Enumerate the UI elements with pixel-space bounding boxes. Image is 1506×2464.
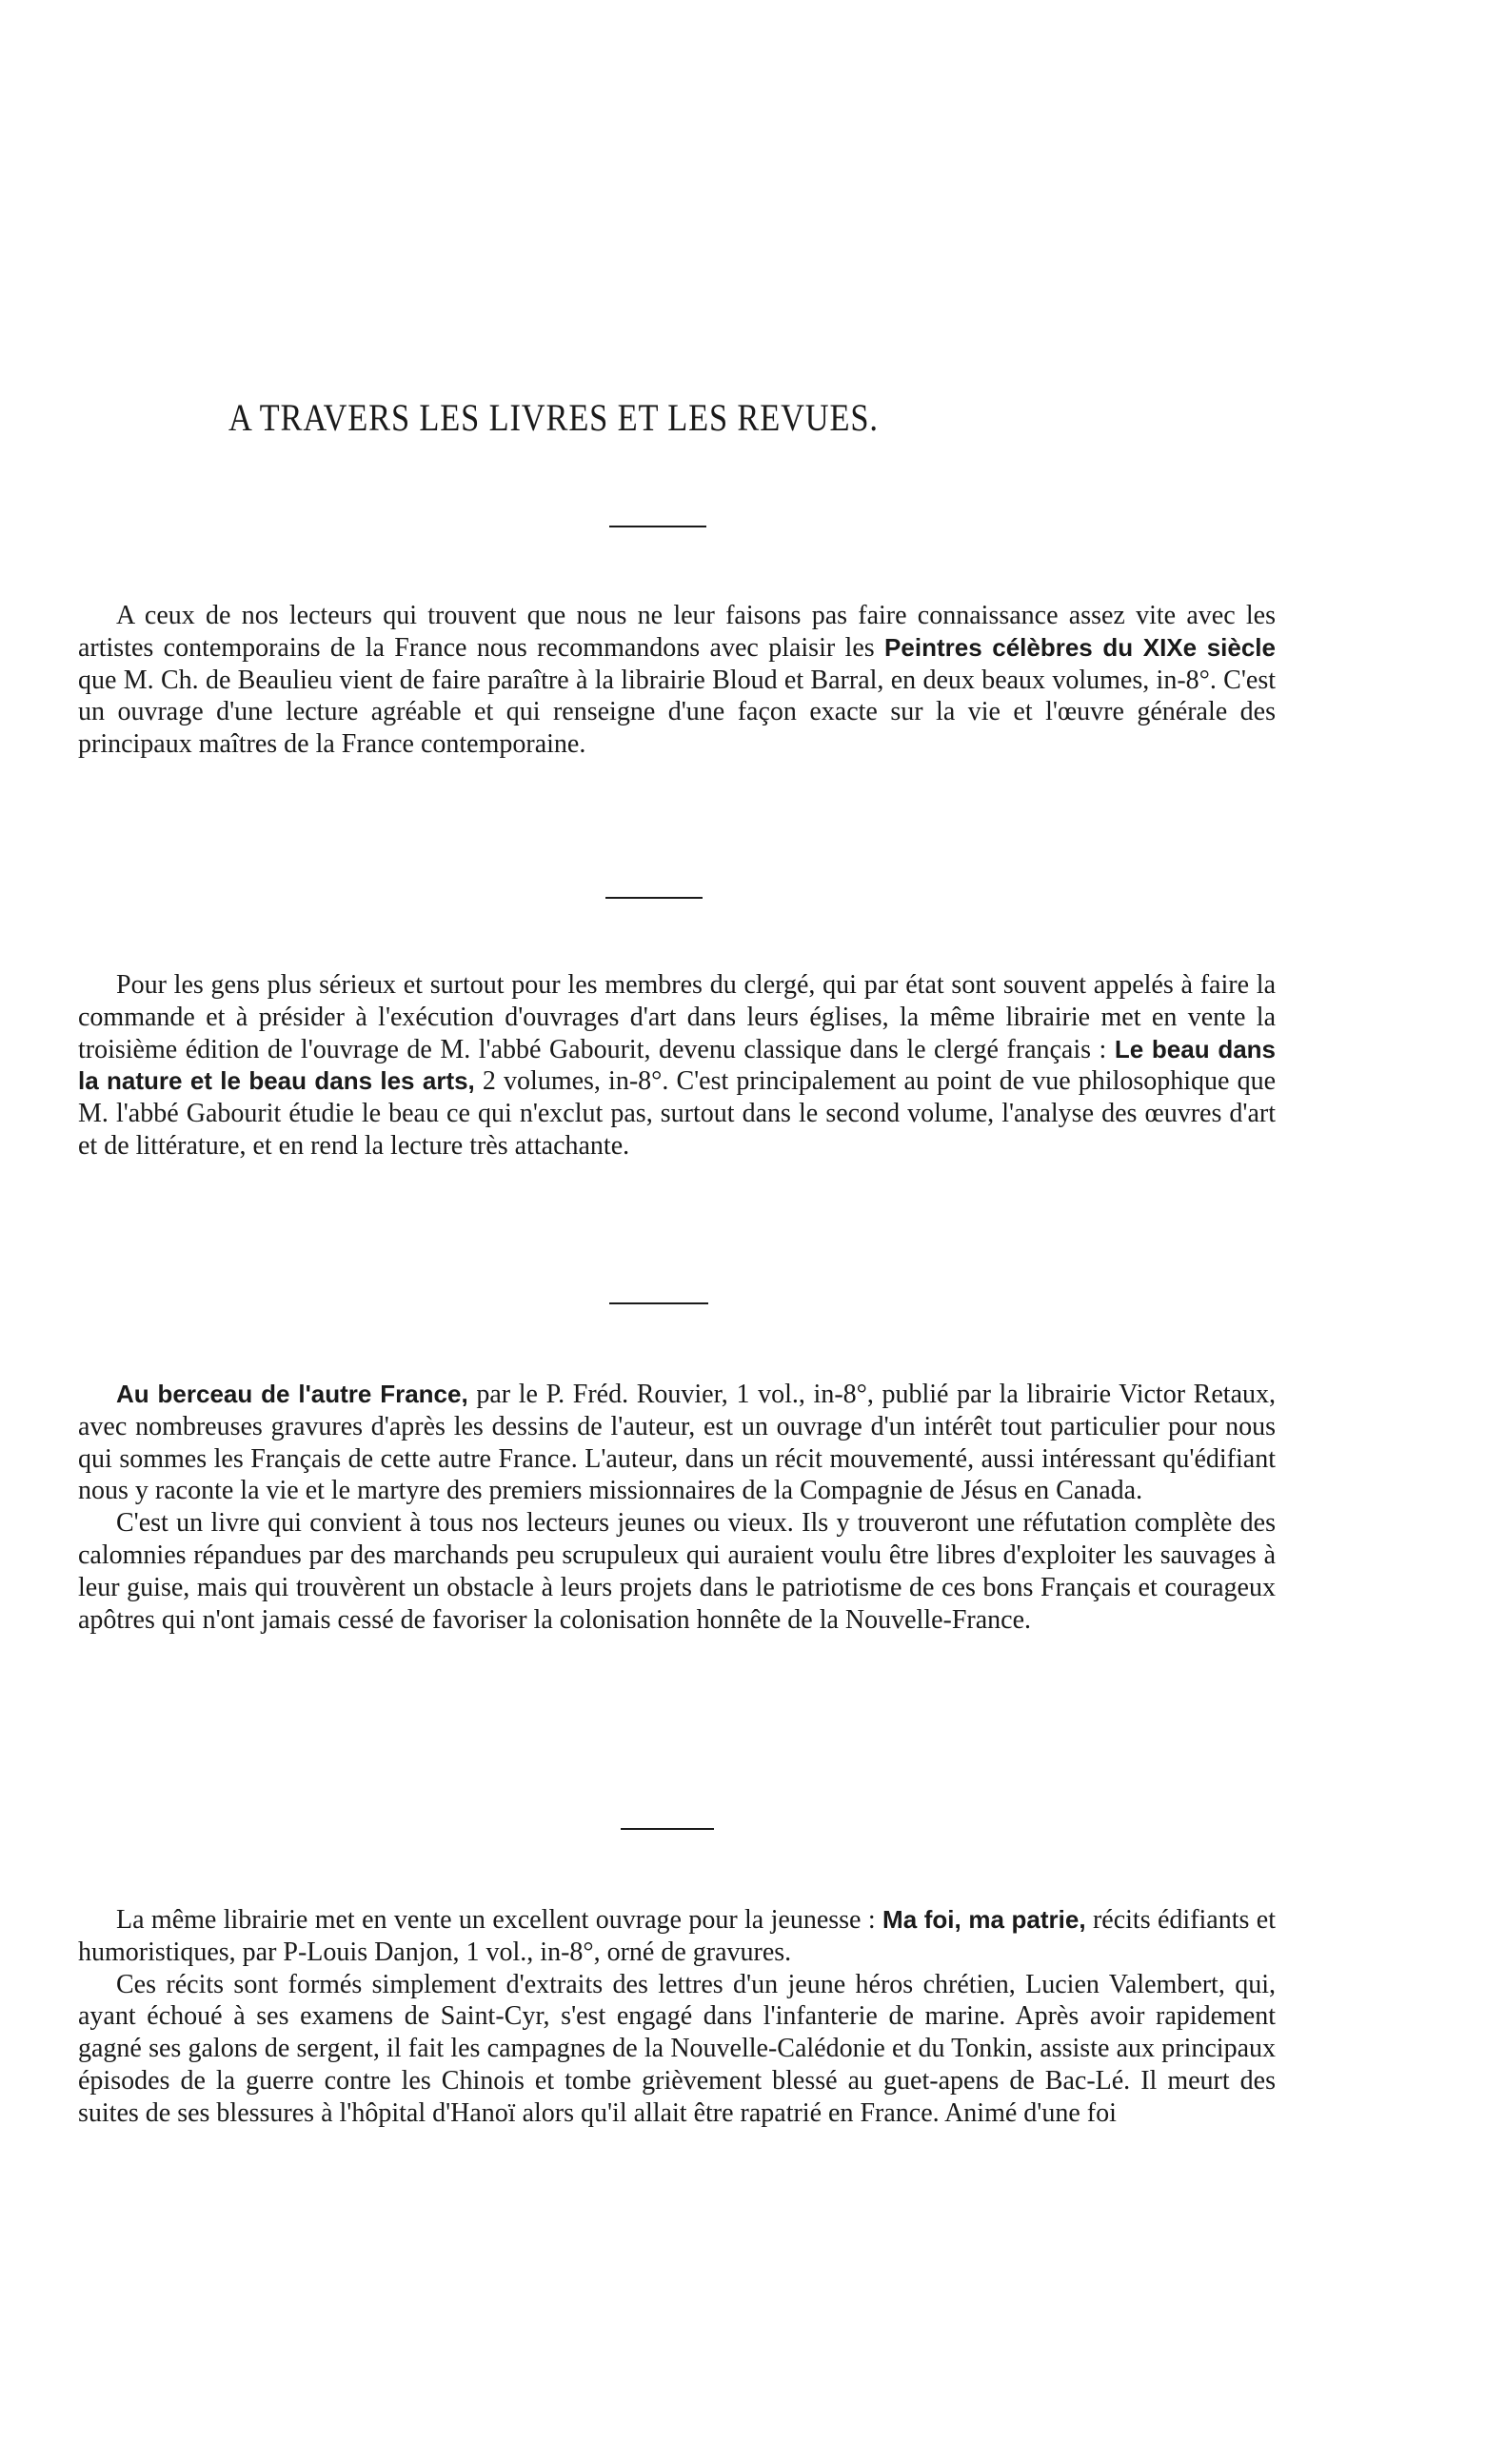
page-title: A TRAVERS LES LIVRES ET LES REVUES. <box>228 396 879 439</box>
text-run: récits édifiants et humoristiques, par P-Louis Danjon, 1 vol., in-8°, orné de gravures. <box>78 1905 1276 1967</box>
book-title: Ma foi, ma patrie, <box>882 1905 1086 1934</box>
separator-rule <box>621 1828 714 1830</box>
book-title: Le beau dans la nature et le beau dans les arts, <box>78 1034 1276 1096</box>
text-run: A ceux de nos lecteurs qui trouvent que nous ne leur faisons pas faire connaissance assez vite avec les artistes contemporains de la France nous recommandons avec plaisir les <box>78 601 1276 663</box>
review-section <box>78 1379 1276 1636</box>
review-section <box>78 600 1276 761</box>
paragraph <box>78 600 1276 761</box>
paragraph <box>78 1904 1276 1969</box>
separator-rule <box>609 526 706 527</box>
book-title: Au berceau de l'autre France, <box>116 1380 468 1408</box>
paragraph <box>78 1969 1276 2130</box>
separator-rule <box>609 1302 708 1304</box>
review-section <box>78 969 1276 1162</box>
text-run: que M. Ch. de Beaulieu vient de faire paraître à la librairie Bloud et Barral, en deux beaux volumes, in-8°. C'est un ouvrage d'une lecture agréable et qui renseigne d'une façon exacte sur la vie et l'œuvre générale des principaux maîtres de la France contemporaine. <box>78 665 1276 760</box>
text-run: par le P. Fréd. Rouvier, 1 vol., in-8°, publié par la librairie Victor Retaux, avec nombreuses gravures d'après les dessins de l'auteur, est un ouvrage d'un intérêt tout particulier pour nous qui sommes les Français de cette autre France. L'auteur, dans un récit mouvementé, aussi intéressant qu'édifiant nous y raconte la vie et le martyre des premiers missionnaires de la Compagnie de Jésus en Canada. <box>78 1380 1276 1506</box>
text-run: Ces récits sont formés simplement d'extraits des lettres d'un jeune héros chrétien, Lucien Valembert, qui, ayant échoué à ses examens de Saint-Cyr, s'est engagé dans l'infanterie de marine. Après avoir rapidement gagné ses galons de sergent, il fait les campagnes de la Nouvelle-Calédonie et du Tonkin, assiste aux principaux épisodes de la guerre contre les Chinois et tombe grièvement blessé au guet-apens de Bac-Lé. Il meurt des suites de ses blessures à l'hôpital d'Hanoï alors qu'il allait être rapatrié en France. Animé d'une foi <box>78 1969 1276 2128</box>
review-section <box>78 1904 1276 2130</box>
text-run: 2 volumes, in-8°. C'est principalement au point de vue philosophique que M. l'abbé Gabourit étudie le beau ce qui n'exclut pas, surtout dans le second volume, l'analyse des œuvres d'art et de littérature, et en rend la lecture très attachante. <box>78 1066 1276 1161</box>
text-run: Pour les gens plus sérieux et surtout pour les membres du clergé, qui par état sont souvent appelés à faire la commande et à présider à l'exécution d'ouvrages d'art dans leurs églises, la même librairie met en vente la troisième édition de l'ouvrage de M. l'abbé Gabourit, devenu classique dans le clergé français : <box>78 970 1276 1064</box>
paragraph <box>78 1507 1276 1636</box>
separator-rule <box>605 897 703 899</box>
paragraph <box>78 969 1276 1162</box>
paragraph <box>78 1379 1276 1507</box>
text-run: C'est un livre qui convient à tous nos lecteurs jeunes ou vieux. Ils y trouveront une réfutation complète des calomnies répandues par des marchands peu scrupuleux qui auraient voulu être libres d'exploiter les sauvages à leur guise, mais qui trouvèrent un obstacle à leurs projets dans le patriotisme de ces bons Français et courageux apôtres qui n'ont jamais cessé de favoriser la colonisation honnête de la Nouvelle-France. <box>78 1508 1276 1635</box>
book-title: Peintres célèbres du XIXe siècle <box>884 632 1276 662</box>
text-run: La même librairie met en vente un excellent ouvrage pour la jeunesse : <box>116 1905 883 1935</box>
